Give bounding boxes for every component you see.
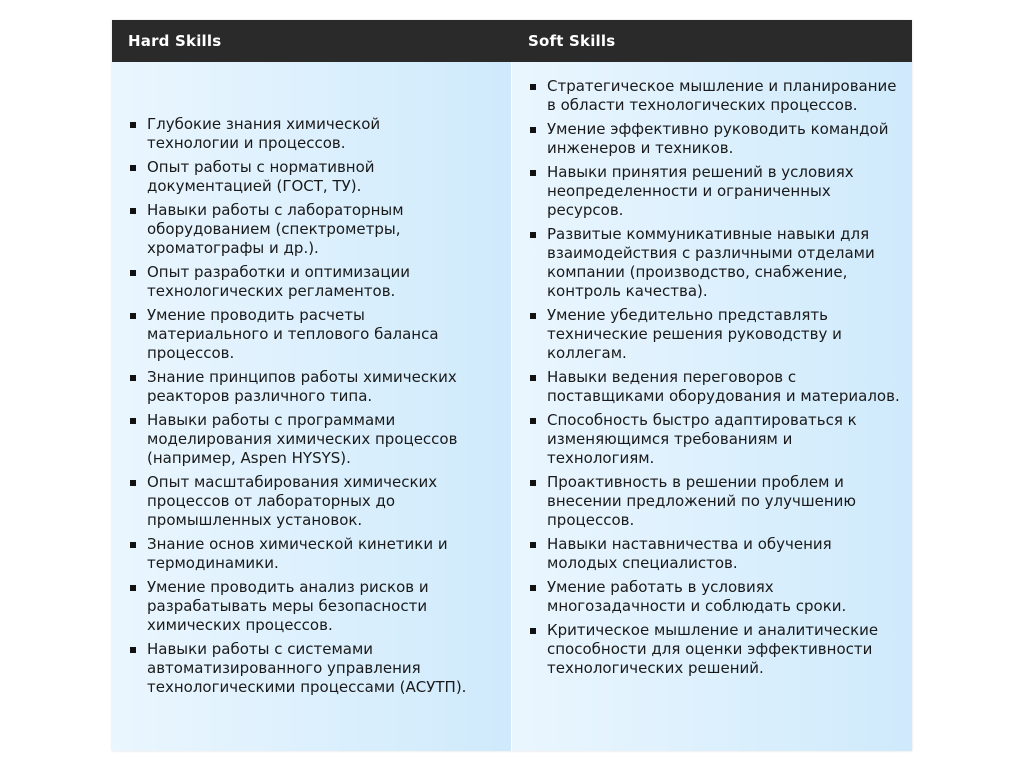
list-item: Навыки работы с лабораторным оборудованием (спектрометры, хроматографы и др.). [128, 201, 476, 258]
table-header [112, 20, 912, 62]
list-item: Умение работать в условиях многозадачности и соблюдать сроки. [528, 578, 900, 616]
list-item: Глубокие знания химической технологии и процессов. [128, 115, 476, 153]
list-item: Критическое мышление и аналитические способности для оценки эффективности технологических решений. [528, 621, 900, 678]
list-item: Умение проводить расчеты материального и теплового баланса процессов. [128, 306, 476, 363]
soft-skills-list [528, 77, 900, 683]
list-item: Способность быстро адаптироваться к изменяющимся требованиям и технологиям. [528, 411, 900, 468]
list-item: Развитые коммуникативные навыки для взаимодействия с различными отделами компании (производство, снабжение, контроль качества). [528, 225, 900, 301]
hard-skills-column [112, 62, 512, 751]
list-item: Опыт разработки и оптимизации технологических регламентов. [128, 263, 476, 301]
list-item: Знание принципов работы химических реакторов различного типа. [128, 368, 476, 406]
list-item: Опыт работы с нормативной документацией (ГОСТ, ТУ). [128, 158, 476, 196]
list-item: Опыт масштабирования химических процессов от лабораторных до промышленных установок. [128, 473, 476, 530]
list-item: Навыки принятия решений в условиях неопределенности и ограниченных ресурсов. [528, 163, 900, 220]
list-item: Стратегическое мышление и планирование в области технологических процессов. [528, 77, 900, 115]
soft-skills-column [512, 62, 912, 751]
list-item: Навыки ведения переговоров с поставщиками оборудования и материалов. [528, 368, 900, 406]
header-soft-skills: Soft Skills [528, 32, 616, 50]
list-item: Навыки наставничества и обучения молодых специалистов. [528, 535, 900, 573]
list-item: Навыки работы с программами моделирования химических процессов (например, Aspen HYSYS). [128, 411, 476, 468]
list-item: Умение эффективно руководить командой инженеров и техников. [528, 120, 900, 158]
skills-table [112, 20, 912, 751]
list-item: Знание основ химической кинетики и термодинамики. [128, 535, 476, 573]
list-item: Умение проводить анализ рисков и разрабатывать меры безопасности химических процессов. [128, 578, 476, 635]
header-hard-skills: Hard Skills [128, 32, 222, 50]
list-item: Навыки работы с системами автоматизированного управления технологическими процессами (АСУТП). [128, 640, 476, 697]
list-item: Проактивность в решении проблем и внесении предложений по улучшению процессов. [528, 473, 900, 530]
list-item: Умение убедительно представлять технические решения руководству и коллегам. [528, 306, 900, 363]
hard-skills-list [128, 115, 476, 702]
